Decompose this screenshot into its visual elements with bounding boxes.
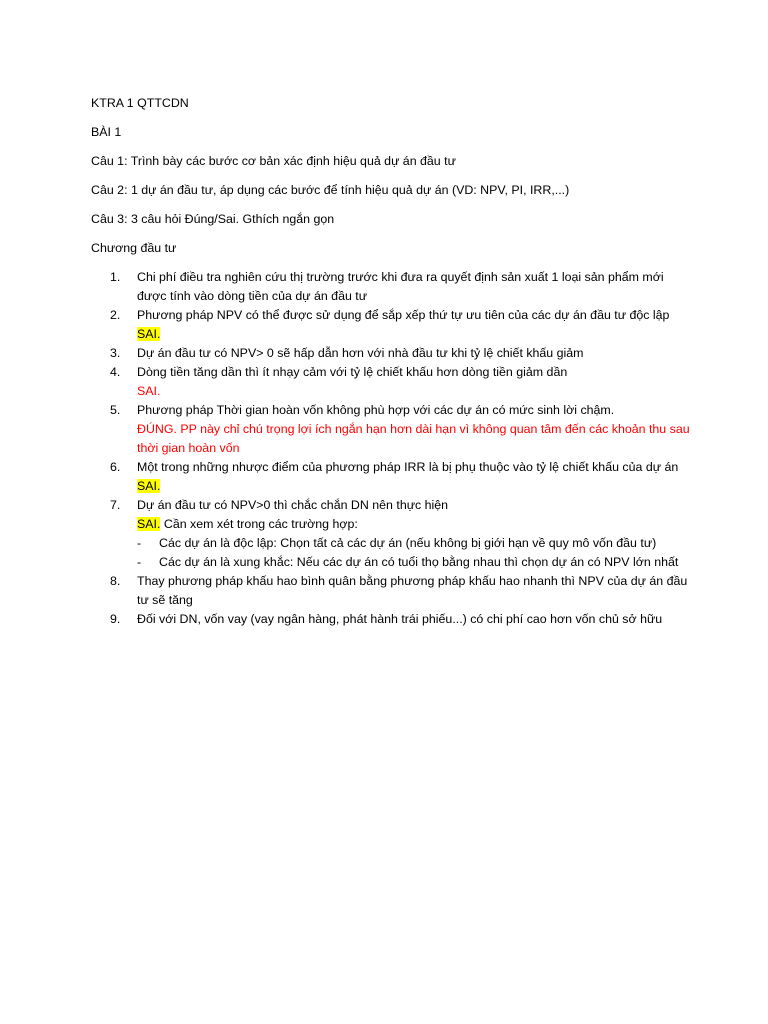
item-text: Chi phí điều tra nghiên cứu thị trường trước khi đưa ra quyết định sản xuất 1 loại sản phẩm mới được tính vào dòng tiền của dự án đầu tư — [137, 270, 664, 303]
item-text: Dự án đầu tư có NPV>0 thì chắc chắn DN nên thực hiện — [137, 498, 449, 512]
item-number: 8. — [110, 574, 121, 588]
item-text: Dòng tiền tăng dần thì ít nhạy cảm với tỷ lệ chiết khấu hơn dòng tiền giảm dần — [137, 365, 568, 379]
sub-item: - Các dự án là xung khắc: Nếu các dự án có tuổi thọ bằng nhau thì chọn dự án có NPV lớn nhất — [137, 555, 679, 569]
item-number: 2. — [110, 308, 121, 322]
answer-note: Cần xem xét trong các trường hợp: — [160, 517, 358, 531]
item-text: Đối với DN, vốn vay (vay ngân hàng, phát hành trái phiếu...) có chi phí cao hơn vốn chủ sở hữu — [137, 612, 663, 626]
item-number: 1. — [110, 270, 121, 284]
answer-text: SAI. — [137, 384, 161, 398]
item-text: Dự án đầu tư có NPV> 0 sẽ hấp dẫn hơn với nhà đầu tư khi tỷ lệ chiết khấu giảm — [137, 346, 584, 360]
list-item — [91, 306, 691, 344]
list-item — [91, 496, 691, 572]
list-item — [91, 363, 691, 401]
answer-highlight: SAI. — [137, 517, 161, 531]
item-text: Phương pháp Thời gian hoàn vốn không phù hợp với các dự án có mức sinh lời chậm. — [137, 403, 615, 417]
item-text: Phương pháp NPV có thể được sử dụng để sắp xếp thứ tự ưu tiên của các dự án đầu tư độc lập — [137, 308, 670, 322]
item-number: 6. — [110, 460, 121, 474]
item-number: 7. — [110, 498, 121, 512]
document-body — [91, 94, 691, 629]
list-item — [91, 610, 691, 629]
sub-item: - Các dự án là độc lập: Chọn tất cả các dự án (nếu không bị giới hạn về quy mô vốn đầu tư) — [137, 536, 657, 550]
item-number: 4. — [110, 365, 121, 379]
item-number: 9. — [110, 612, 121, 626]
list-item — [91, 572, 691, 610]
sub-item-text: Các dự án là độc lập: Chọn tất cả các dự án (nếu không bị giới hạn về quy mô vốn đầu tư) — [159, 536, 657, 550]
question-3: Câu 3: 3 câu hỏi Đúng/Sai. Gthích ngắn gọn — [91, 212, 335, 226]
doc-title: KTRA 1 QTTCDN — [91, 96, 189, 110]
answer-highlight: SAI. — [137, 327, 161, 341]
answer-highlight: SAI. — [137, 479, 161, 493]
item-text: Thay phương pháp khấu hao bình quân bằng phương pháp khấu hao nhanh thì NPV của dự án đầu tư sẽ tăng — [137, 574, 688, 607]
sub-item-text: Các dự án là xung khắc: Nếu các dự án có tuổi thọ bằng nhau thì chọn dự án có NPV lớn nhất — [159, 555, 679, 569]
answer-text: ĐÚNG. PP này chỉ chú trọng lợi ích ngắn hạn hơn dài hạn vì không quan tâm đến các khoản thu sau thời gian hoàn vốn — [137, 422, 690, 455]
item-text: Một trong những nhược điểm của phương pháp IRR là bị phụ thuộc vào tỷ lệ chiết khấu của dự án — [137, 460, 679, 474]
question-1: Câu 1: Trình bày các bước cơ bản xác định hiệu quả dự án đầu tư — [91, 154, 456, 168]
item-number: 5. — [110, 403, 121, 417]
question-list — [91, 268, 691, 629]
sub-list — [137, 534, 691, 572]
list-item — [91, 344, 691, 363]
chapter-heading: Chương đầu tư — [91, 241, 177, 255]
question-2: Câu 2: 1 dự án đầu tư, áp dụng các bước để tính hiệu quả dự án (VD: NPV, PI, IRR,...) — [91, 183, 570, 197]
list-item — [91, 458, 691, 496]
list-item — [91, 401, 691, 458]
item-number: 3. — [110, 346, 121, 360]
list-item — [91, 268, 691, 306]
section-heading: BÀI 1 — [91, 125, 122, 139]
